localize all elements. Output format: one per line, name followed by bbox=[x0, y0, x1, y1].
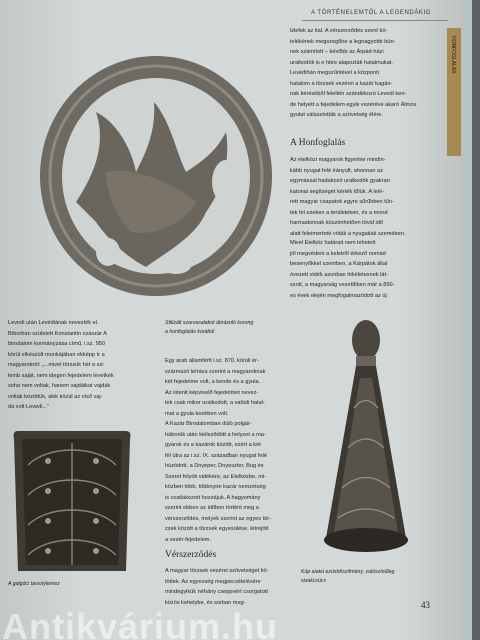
page-edge bbox=[464, 0, 472, 640]
stag-disc-image bbox=[36, 52, 276, 300]
honfoglalas-paragraph-2: Mivel Etelköz határait nem lehetett jól megvédeni a keletről érkező nomád besenyőkkel szemben, a Kárpátok által óvezett vidék azonban tökéletesnek lát- szott, a magyarság vezetőiben már a 890- es évek elején megfogalmazódott az új bbox=[290, 240, 395, 299]
section-heading-verszerzodes: Vérszerződés bbox=[165, 550, 217, 560]
verszerzodes-text: A magyar törzsek vezérei szövetséget kö- töttek. Az egyezség megpecsételésére mindegyikük néhány cseppvért csorgatott közös kehelybe, és sorban meg- bbox=[165, 568, 269, 606]
section-heading-honfoglalas: A Honfoglalás bbox=[290, 138, 346, 148]
tarsoly-caption: A galgóci tarsolylemez bbox=[8, 581, 60, 587]
middle-column-text: Egy arab államférfi i.sz. 870. körüli ér- származó leírása szerint a magyaroknak két fejedelme volt, a kende és a gyula. Az istenit képviselő fejedelmet nevez- tek csak mikor uralkodott, a valódi hatal- mat a gyula kezében volt. A Kazár Birodalomban dúló polgár- háborúk után kiéleződött a helyzet a ma- gyarok és a kazárok között, ezért a két fél útra az i.sz. IX. században nyugat felé húzódott, a Dnyeper, Dnyeszter, Bug és Szeret folyók vidékére, az Etelközbe, mi- közben több, többnyire kazár nemzetség is csatlakozott hozzájuk. A hagyomány szerint ebben az időben történt meg a vérszerződés, melyek szerint az egyes tör- zsek között a törzsek egyesülése, létrejött a vezér-fejedelem. bbox=[165, 358, 272, 543]
watermark: Antikvárium.hu bbox=[2, 606, 279, 640]
tarsoly-plate-image bbox=[8, 425, 136, 577]
chapter-tab-label: HONFOGLALÁS bbox=[450, 36, 456, 74]
honfoglalas-paragraph-1: Az etelközi magyarok figyelme mindin- kább nyugat felé irányult, ahonnan az egymással hadakozó uralkodók gyakran katonai segítségét kérték tőlük. A leíé- rett magyar csapatok egyre sűrűbben tűn- tek fel ezeken a területeken, és a mond harmadonnak köszönhetően tövid idő alatt feleimerteté vóták a nyugatiak szemében. bbox=[290, 157, 406, 237]
disc-caption: Stilizált szarvasalakot ábrázoló korong a honfoglalás korából bbox=[165, 320, 254, 335]
running-header: A TÖRTÉNELEMTŐL A LEGENDÁKIG bbox=[311, 10, 432, 16]
ornament-caption: Kúp alakú ezüstdíszítmény, valószínűleg sisakcsúcs bbox=[301, 569, 395, 584]
conical-ornament-image bbox=[302, 318, 430, 564]
page-number: 43 bbox=[421, 600, 430, 610]
header-rule bbox=[302, 20, 448, 21]
right-column-intro: lzlefek az ital. A vérszerződés szent kö- telékének megszegőire a legnagyobb bün- nek számított – később az Árpád-házi uralkodók is e hitre alapozták hatalmukat. Levédihán megszűntével a központi hatalom a törzsek vezérei a kazár kagán- nak kéréséből feleltén szándékozó Levedi ken- de helyett a fejedelem egyik vezérévé akaró Álmos gyulat választották a szövetség élére. bbox=[290, 28, 417, 118]
left-column-text: Levedi után Levédiának nevezték el. Bíborban született Konstantin császár A birodalom kormányzása című, i.sz. 950 körül elkészült munkájában ekképp ír a magyarokról: „...mivel törzsük hét a szi lemb saját, nem idegen fejedelem levetkék soha nem voltak, hanem vajdáikat vajdák voltak közöttük, akik közül az első vaj- da volt Levedi...” bbox=[8, 320, 114, 410]
